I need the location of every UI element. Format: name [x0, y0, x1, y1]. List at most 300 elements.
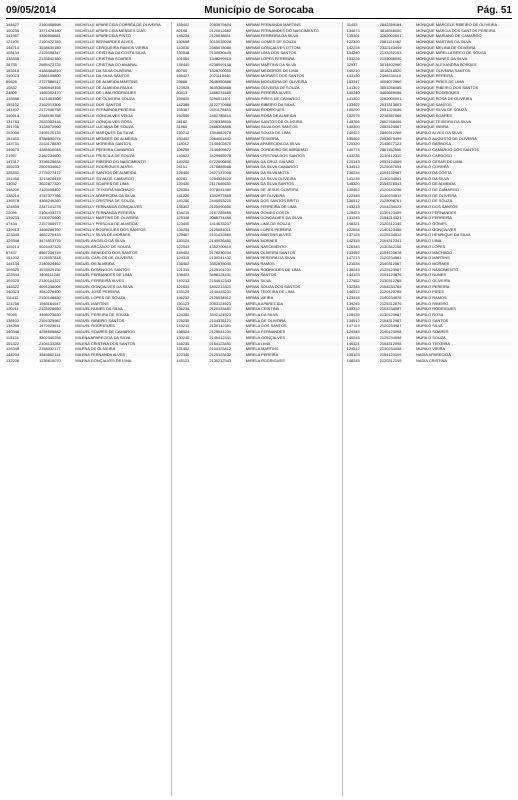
document-number: 4091238004: [39, 283, 61, 289]
record-id: 60626: [6, 78, 17, 84]
record-id: 147317: [6, 158, 19, 164]
document-number: 2178230234: [209, 249, 232, 255]
person-name: MIGUEL RODRIGUES: [75, 323, 115, 329]
record-id: 151356: [6, 175, 19, 181]
person-name: MIGUEL RIBEIRO SANTOS: [75, 317, 125, 323]
person-name: MICHELLE PRISCILA DE SOUZA: [75, 152, 135, 158]
person-name: MIRIAN CRISTINA DOS SANTOS: [245, 152, 305, 158]
record-id: 130452: [346, 186, 360, 192]
record-id: 124756: [6, 300, 19, 306]
document-number: 2154123678: [379, 249, 402, 255]
document-number: 3798125634: [39, 158, 61, 164]
person-name: MIRIAM RIBEIRO DA SILVA: [245, 101, 295, 107]
document-number: 2348190768: [39, 113, 61, 118]
document-number: 1465302470: [39, 90, 61, 96]
person-name: MIRIAN OLIVEIRA SANTOS: [245, 249, 296, 255]
document-number: 2157065977: [39, 221, 61, 227]
document-number: 3635365888: [209, 84, 232, 90]
record-id: 129348: [6, 238, 19, 244]
person-name: MICHELLY FERNANDA PEREIRA: [75, 209, 135, 215]
record-id: 23666: [176, 78, 188, 84]
person-name: MICHELLE DA SILVA OLIVEIRA: [75, 67, 132, 73]
document-number: 2140234512: [379, 192, 402, 198]
person-name: MONIQUE VIEIRA: [416, 124, 449, 130]
record-id: 148321: [346, 221, 360, 227]
person-name: MURILO GOMES: [416, 221, 447, 227]
document-number: 2130234561: [379, 175, 402, 181]
record-id: 123445: [176, 221, 190, 227]
document-number: 2130070600: [39, 215, 61, 221]
person-name: MURILO AUGUSTO DE OLIVEIRA: [416, 135, 477, 141]
document-number: 2727586917: [39, 78, 61, 84]
document-number: 1466231680: [209, 90, 232, 96]
document-number: 3465689056: [379, 90, 402, 96]
listing-column-3: [347, 22, 512, 796]
person-name: MICHELLE TEIXEIRA MACHADO: [75, 186, 135, 192]
document-number: 2081121462: [379, 39, 402, 45]
document-number: 2140123456: [379, 226, 402, 232]
record-id: 121315: [176, 266, 190, 272]
person-name: MIRIAM MARTINS DA SILVA: [245, 61, 297, 67]
person-name: MICHELLE CRISTINA DO AMARAL: [75, 61, 138, 67]
document-number: 3262002001: [379, 33, 402, 39]
document-number: 2176885588: [209, 164, 232, 170]
document-number: 3122770966: [209, 101, 232, 107]
person-name: MURILO DOS SANTOS: [416, 204, 458, 209]
record-id: 101054: [176, 56, 190, 62]
person-name: MIRIAN SILVA: [245, 277, 271, 283]
person-name: MIRIAM SILVA DOS SANTOS: [245, 124, 298, 130]
document-number: 2964061442: [209, 135, 232, 141]
person-name: MIRIAM PIRES DE CAMARGO: [245, 95, 301, 101]
record-id: 142385: [176, 101, 190, 107]
document-number: 2160472789: [39, 39, 61, 45]
document-number: 3578029156: [39, 266, 61, 272]
record-id: 140514: [6, 113, 19, 118]
person-name: MIRIAN CORDEIRO DE ABRAHAO: [245, 147, 308, 153]
document-number: 2130142351: [209, 323, 232, 329]
document-number: 2125058402: [39, 186, 61, 192]
record-id: 123345: [6, 232, 19, 238]
person-name: MONIQUE MELINA DE OLIVEIRA: [416, 44, 476, 50]
document-number: 2160408698: [39, 22, 61, 27]
record-id: 136578: [6, 198, 19, 204]
document-number: 3342124523: [209, 312, 232, 318]
person-name: MIRIAN GOMES COSTA: [245, 209, 290, 215]
person-name: MIRIAN VIEIRA: [245, 295, 274, 300]
person-name: MIRIAN TEIXEIRA DE LIMA: [245, 289, 295, 295]
person-name: MURILO RODRIGUES: [416, 306, 456, 312]
document-number: 2130234098: [379, 346, 402, 352]
person-name: MURILO CARDOSO: [416, 152, 452, 158]
document-number: 4747377766: [39, 192, 61, 198]
list-item: [6, 358, 171, 364]
person-name: MONIQUE MARCELE RIBEIRO DE OLIVEIRA: [416, 22, 498, 27]
record-id: 87437: [6, 249, 17, 255]
person-name: MURILO VIEIRA: [416, 346, 446, 352]
document-number: 3014402960: [379, 61, 402, 67]
person-name: MIGUEL LOPES DE SOUZA: [75, 295, 126, 300]
page-header: [6, 4, 512, 19]
person-name: MONIQUE SANTOS: [416, 101, 452, 107]
record-id: 136234: [176, 306, 190, 312]
document-number: 3396506681: [39, 33, 61, 39]
document-number: 2125081011: [209, 226, 231, 232]
record-id: 120430: [176, 181, 190, 187]
listing-columns: [6, 22, 512, 796]
person-name: MICHELLY SILVA DE MORAES: [75, 232, 131, 238]
document-number: 4652270433: [39, 232, 61, 238]
document-number: 2498230110: [379, 73, 402, 79]
record-id: 147123: [346, 323, 360, 329]
record-id: 155367: [176, 107, 190, 113]
record-id: 140245: [346, 334, 360, 340]
document-number: 2125090550: [209, 204, 232, 209]
record-id: 140210: [346, 67, 360, 73]
person-name: MIRIAN RODRIGUES DE LIMA: [245, 266, 301, 272]
record-id: 144427: [6, 22, 19, 27]
record-id: 122534: [176, 283, 190, 289]
record-id: 130124: [176, 238, 190, 244]
record-id: 133125: [176, 289, 190, 295]
person-name: MICHELLY CRISTINA DE SOUZA: [75, 198, 135, 204]
person-name: MONIQUE MIRELLA BRITO DE SOUSA: [416, 50, 487, 56]
record-id: 141220: [176, 192, 190, 198]
person-name: MICHELLY FERNANDA GONÇALVES: [75, 204, 142, 209]
person-name: MIRIAN DA SILVA MOTA: [245, 169, 289, 175]
record-id: 138245: [346, 266, 360, 272]
person-name: MICHELLE DE ALMEIDA MARTINS: [75, 78, 138, 84]
person-name: MIGUEL MARTINS: [75, 300, 109, 306]
record-id: 130212: [176, 130, 190, 136]
person-name: MICHELLE DOS SANTOS: [75, 101, 122, 107]
record-id: 151706: [6, 124, 19, 130]
document-number: 2775077472: [39, 169, 61, 175]
person-name: MIRIAM SOUZA DE LIMA: [245, 130, 291, 136]
person-name: MICHELLE GONÇALVES ROSA: [75, 118, 132, 124]
document-number: 2685473725: [39, 61, 61, 67]
record-id: 134512: [346, 317, 360, 323]
person-name: MONIQUE NUNES DA SILVA: [416, 56, 468, 62]
document-number: 2540312268: [379, 130, 402, 136]
document-number: 5788690074: [39, 135, 61, 141]
document-number: 3498273630: [39, 312, 61, 318]
document-number: 4368246260: [39, 198, 61, 204]
document-number: 3542276400: [39, 289, 61, 295]
document-number: 2104133284: [39, 340, 61, 346]
person-name: MICHELLE DE OLIVEIRA SOUZA: [75, 95, 135, 101]
record-id: 143731: [6, 141, 19, 147]
document-number: 2104312341: [379, 238, 402, 244]
person-name: MIRIAN SANTOS: [245, 272, 277, 278]
listing-column-2: [176, 22, 342, 796]
document-number: 2104234123: [379, 204, 402, 209]
document-number: 8238069148: [209, 61, 232, 67]
record-id: 122345: [346, 192, 360, 198]
person-name: MURILO FERNANDES: [416, 209, 457, 215]
record-id: 143215: [346, 204, 360, 209]
record-id: 155427: [176, 73, 190, 79]
record-id: 79045: [6, 312, 17, 318]
record-id: 28755: [6, 61, 17, 67]
document-number: 2233178830: [39, 141, 61, 147]
document-number: 2646950586: [209, 78, 232, 84]
document-number: 2140123098: [379, 329, 402, 335]
record-id: 102008: [6, 130, 19, 136]
record-id: 124455: [6, 204, 19, 209]
record-id: 80760: [176, 67, 188, 73]
document-number: 2140312567: [379, 260, 402, 266]
record-id: 141407: [6, 107, 19, 113]
person-name: MICHELLE CERQUEIRA RAMOS VIEIRA: [75, 44, 149, 50]
record-id: 143215: [176, 323, 190, 329]
document-number: 5025437325: [39, 243, 61, 249]
document-number: 2716357066: [379, 113, 402, 118]
document-number: 2120133451: [209, 306, 232, 312]
document-number: 2125101231: [209, 266, 232, 272]
document-number: 2125041231: [209, 329, 232, 335]
person-name: MURILO ALVES DA SILVA: [416, 130, 463, 136]
record-id: 125320: [346, 141, 360, 147]
record-id: 148245: [346, 357, 360, 363]
person-name: MIRIAN DA SILVA SANTOS: [245, 181, 294, 187]
document-number: 2104123876: [379, 272, 402, 278]
document-number: 4185484810: [39, 67, 61, 73]
document-number: 2021115440: [209, 73, 231, 79]
person-name: MURILO LIMA: [416, 238, 442, 244]
document-number: 1414633207: [209, 221, 232, 227]
record-id: 141302: [346, 84, 360, 90]
record-id: 143130: [346, 73, 360, 79]
document-number: 2154214321: [379, 215, 402, 221]
record-id: 145123: [176, 357, 190, 363]
record-id: 144134: [6, 260, 19, 266]
record-id: 136512: [346, 198, 360, 204]
record-id: 127452: [346, 277, 360, 283]
person-name: MICHELLE CRISTINA SOARES: [75, 56, 132, 62]
person-name: MICHELLE RIBEIRO DO NASCIMENTO: [75, 158, 146, 164]
person-name: MILENA DE OLIVEIRA: [75, 346, 116, 352]
record-id: 152075: [346, 113, 360, 118]
document-number: 2125123432: [209, 351, 232, 357]
document-number: 2140234876: [379, 295, 402, 300]
person-name: MURILO MACHADO: [416, 249, 453, 255]
person-name: MICHELLE APARECIDA MENDES DIAS: [75, 27, 146, 33]
document-number: 2332143449: [379, 44, 402, 50]
person-name: MIRIAN LOPES PEREIRA: [245, 226, 292, 232]
record-id: 124352: [176, 312, 190, 318]
document-number: 2125312876: [379, 300, 402, 306]
document-number: 2125057818: [39, 255, 61, 261]
person-name: MIRIAM TEIXEIRA: [245, 135, 279, 141]
record-id: 122345: [176, 351, 190, 357]
list-item: [176, 358, 341, 364]
document-number: 2053679499: [379, 135, 402, 141]
document-number: 2125134512: [379, 232, 402, 238]
person-name: MONIQUE OLIVEIRA SANTOS: [416, 67, 471, 73]
header-municipality: Município de Sorocaba: [204, 5, 314, 16]
person-name: MONIQUE MARTINS DA SILVA: [416, 39, 471, 45]
document-number: 2125234098: [379, 334, 402, 340]
record-id: 126345: [346, 243, 360, 249]
record-id: 111412: [6, 295, 19, 300]
record-id: 80413: [176, 90, 188, 96]
document-number: 3653258085: [379, 84, 402, 90]
record-id: 135123: [346, 351, 360, 357]
person-name: MURILO CORREA: [416, 164, 449, 170]
record-id: 148322: [6, 283, 19, 289]
document-number: 2104335121: [209, 317, 232, 323]
document-number: 2104433273: [39, 209, 61, 215]
person-name: MIGUEL PEREIRA DE SOUZA: [75, 312, 130, 318]
person-name: MONIQUE SILVA DE SOUZA: [416, 107, 467, 113]
person-name: MIRELA FERNANDES: [245, 329, 286, 335]
document-number: 1402213321: [209, 283, 232, 289]
person-name: MIRELA DE OLIVEIRA: [245, 317, 286, 323]
record-id: 122543: [176, 243, 190, 249]
person-name: MILENA FERNANDA ALVES: [75, 351, 126, 357]
record-id: 144714: [6, 44, 19, 50]
document-number: 1948164547: [39, 300, 61, 306]
record-id: 13032: [6, 181, 17, 187]
document-number: 1394682678: [209, 130, 232, 136]
document-number: 3498266760: [39, 226, 61, 232]
person-name: MURILO NUNES: [416, 272, 446, 278]
document-number: 2154376543: [379, 181, 402, 187]
record-id: 31453: [346, 22, 358, 27]
record-id: 153218: [6, 67, 19, 73]
header-page-number: Pág. 51: [476, 5, 512, 16]
document-number: 2078041980: [209, 186, 232, 192]
document-number: 3498124431: [209, 272, 232, 278]
record-id: 134219: [176, 209, 190, 215]
record-id: 142315: [346, 238, 360, 244]
record-id: 130245: [176, 334, 190, 340]
person-name: MICHELLE GONCALVES VEIGA: [75, 113, 133, 118]
document-number: 2120234561: [379, 255, 402, 261]
document-number: 3622877320: [39, 181, 61, 187]
person-name: MIRELA APARECIDA: [245, 300, 284, 306]
person-name: MURILO GONÇALVES: [416, 226, 457, 232]
record-id: 113124: [6, 334, 19, 340]
document-number: 2401179483: [209, 107, 231, 113]
person-name: MONIQUE PEREIRA: [416, 73, 453, 79]
document-number: 2053679404: [209, 22, 232, 27]
person-name: MURILO TEIXEIRA: [416, 340, 450, 346]
person-name: MIRIAM NOGUEIRA DE OLIVEIRA: [245, 78, 307, 84]
person-name: MIRIAN APARECIDA DA SILVA: [245, 141, 301, 147]
record-id: 125423: [346, 209, 360, 215]
document-number: 2133252103: [379, 50, 402, 56]
person-name: MONIQUE MARIANO DE CAMARGO: [416, 33, 482, 39]
document-number: 2125038811: [209, 33, 231, 39]
document-number: 1302977669: [209, 192, 232, 198]
person-name: MIRIAN FERREIRA DE LIMA: [245, 204, 297, 209]
person-name: MIRELA DA SILVA: [245, 312, 278, 318]
record-id: 124345: [346, 329, 360, 335]
record-id: 140213: [176, 277, 190, 283]
document-number: 4285510048: [39, 147, 61, 153]
person-name: MIRIAN RAMOS: [245, 260, 275, 266]
person-name: MIRIAM GONÇALVES OTTONI: [245, 44, 301, 50]
document-number: 2154325987: [39, 317, 61, 323]
person-name: MIRIAM PEREIRA ALVES: [245, 90, 291, 96]
record-id: 152550: [176, 113, 190, 118]
record-id: 151202: [6, 255, 19, 261]
record-id: 140323: [6, 289, 19, 295]
record-id: 150123: [176, 300, 190, 306]
document-number: 2154612343: [209, 277, 232, 283]
person-name: MIRIAN MARTINS ALVES: [245, 232, 292, 238]
person-name: MURILO BARBOSA: [416, 141, 452, 147]
record-id: 130698: [176, 39, 190, 45]
person-name: MURILO MORAES: [416, 260, 450, 266]
record-id: 32937: [346, 61, 358, 67]
person-name: MIRIAN PEREIRA DA SILVA: [245, 255, 296, 261]
person-name: MICHELLE MOREIRA SANTOS: [75, 141, 131, 147]
record-id: 149402: [176, 249, 190, 255]
document-number: 2466304896: [209, 124, 232, 130]
person-name: MICHELLE PEREIRA CAMARGO: [75, 147, 135, 153]
person-name: MICHELLY MARTINS DE OLIVEIRA: [75, 215, 139, 221]
record-id: 151322: [6, 340, 19, 346]
document-number: 1408111240: [39, 272, 61, 278]
person-name: MIRIAM OLIVEIRA DE SOUZA: [245, 84, 300, 90]
record-id: 135598: [6, 95, 19, 101]
person-name: MURILO OLIVEIRA: [416, 277, 451, 283]
document-number: 1348299910: [209, 56, 232, 62]
record-id: 123928: [176, 84, 190, 90]
document-number: 2104234987: [379, 306, 402, 312]
record-id: 131452: [176, 346, 190, 352]
record-id: 28182: [176, 118, 188, 124]
document-number: 2130342156: [379, 243, 402, 249]
person-name: MONIQUE ROSA DE OLIVEIRA: [416, 95, 473, 101]
record-id: 128435: [346, 312, 360, 318]
document-number: 3128072960: [39, 124, 61, 130]
record-id: 140023: [6, 73, 19, 79]
record-id: 139233: [6, 215, 19, 221]
person-name: MICHELLE SILVA DE CAMARGO: [75, 175, 134, 181]
record-id: 21957: [6, 152, 17, 158]
record-id: 136440: [176, 61, 190, 67]
document-number: 2120123765: [379, 289, 402, 295]
record-id: 148200: [6, 186, 19, 192]
person-name: MURILO RAMOS: [416, 295, 447, 300]
document-number: 6722000600: [209, 158, 232, 164]
document-number: 8567236749: [39, 249, 61, 255]
record-id: 118012: [176, 141, 190, 147]
person-name: NADIA CRISTINA: [416, 357, 447, 363]
document-number: 2130312765: [379, 277, 402, 283]
record-id: 132345: [346, 283, 360, 289]
record-id: 146321: [346, 340, 360, 346]
person-name: MIRELA DOS SANTOS: [245, 323, 287, 329]
document-number: 2162234600: [39, 152, 61, 158]
document-number: 2140433231: [209, 289, 232, 295]
person-name: MIGUEL SOARES DE CAMARGO: [75, 329, 136, 335]
person-name: MICHELLE DA SILVA SANTOS: [75, 73, 130, 79]
document-number: 2685105800: [39, 73, 61, 79]
document-number: 2117640630: [209, 181, 231, 187]
person-name: MURILO DE CAMARGO: [416, 186, 459, 192]
record-id: 146512: [346, 289, 360, 295]
person-name: MURILO HENRIQUE DA SILVA: [416, 232, 471, 238]
record-id: 149675: [6, 147, 19, 153]
record-id: 148235: [176, 340, 190, 346]
record-id: 135302: [176, 204, 190, 209]
document-number: 2154123451: [209, 340, 232, 346]
